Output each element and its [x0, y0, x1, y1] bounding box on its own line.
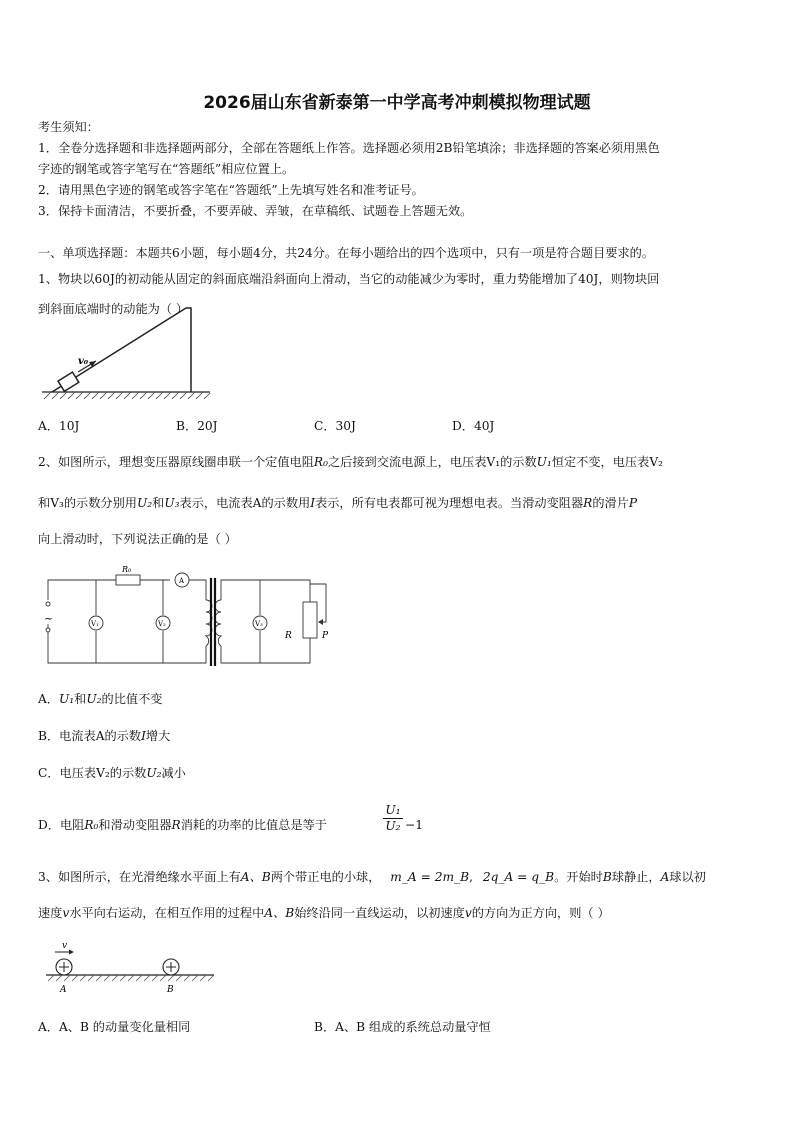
option-a: A．U₁和U₂的比值不变 — [38, 692, 163, 706]
v3-label: V₃ — [255, 620, 263, 628]
ball-a-label: A — [60, 985, 67, 995]
ac-source-symbol: ~ — [44, 612, 54, 625]
question-1-text: 到斜面底端时的动能为（ ） — [38, 302, 189, 316]
notice-heading: 考生须知： — [38, 120, 99, 134]
two-balls-figure — [38, 940, 218, 996]
question-1-text: 1、物块以60J的初动能从固定的斜面底端沿斜面向上滑动，当它的动能减少为零时，重力势能增加了40J，则物块回 — [38, 272, 660, 286]
option-a: A．10J — [38, 419, 80, 433]
v2-label: V₂ — [158, 620, 166, 628]
ball-b-label: B — [167, 985, 174, 995]
option-b: B．20J — [176, 419, 218, 433]
notice-item: 字迹的钢笔或答字笔写在“答题纸”相应位置上。 — [38, 162, 295, 176]
option-b: B．电流表A的示数I增大 — [38, 729, 171, 743]
v0-label: v₀ — [78, 356, 89, 367]
v1-label: V₁ — [91, 620, 99, 628]
option-d: D．40J — [452, 419, 495, 433]
notice-item: 1．全卷分选择题和非选择题两部分，全部在答题纸上作答。选择题必须用2B铅笔填涂；非选择题的答案必须用黑色 — [38, 141, 660, 155]
incline-figure — [38, 300, 218, 410]
notice-item: 2．请用黑色字迹的钢笔或答字笔在“答题纸”上先填写姓名和准考证号。 — [38, 183, 424, 197]
page-title: 2026届山东省新泰第一中学高考冲刺模拟物理试题 — [203, 93, 591, 113]
question-2-text: 向上滑动时，下列说法正确的是（ ） — [38, 532, 237, 546]
r-label: R — [285, 631, 292, 641]
fraction: U₁ U₂ — [383, 803, 403, 834]
section-heading: 一、单项选择题：本题共6小题，每小题4分，共24分。在每小题给出的四个选项中，只有一项是符合题目要求的。 — [38, 246, 655, 260]
minus-one: −1 — [405, 818, 423, 832]
question-3-text: 3、如图所示，在光滑绝缘水平面上有A、B两个带正电的小球， m_A = 2m_B, 2q_A = q_B。开始时B球静止，A球以初 — [38, 870, 706, 884]
option-c: C．电压表V₂的示数U₂减小 — [38, 766, 186, 780]
question-2-text: 和V₃的示数分别用U₂和U₃表示，电流表A的示数用I表示，所有电表都可视为理想电表。当滑动变阻器R的滑片P — [38, 496, 638, 510]
p-label: P — [322, 631, 329, 641]
option-b: B．A、B 组成的系统总动量守恒 — [314, 1020, 491, 1034]
velocity-label: v — [62, 941, 68, 951]
question-2-text: 2、如图所示，理想变压器原线圈串联一个定值电阻R₀之后接到交流电源上，电压表V₁的示数U₁恒定不变，电压表V₂ — [38, 455, 663, 469]
ammeter-label: A — [179, 577, 185, 585]
option-a: A．A、B 的动量变化量相同 — [38, 1020, 191, 1034]
option-d: D．电阻R₀和滑动变阻器R消耗的功率的比值总是等于 — [38, 818, 327, 832]
transformer-circuit — [38, 560, 338, 672]
question-3-text: 速度v水平向右运动，在相互作用的过程中A、B始终沿同一直线运动，以初速度v的方向为正方向，则（ ） — [38, 906, 610, 920]
r0-label: R₀ — [122, 565, 132, 574]
notice-item: 3．保持卡面清洁，不要折叠，不要弄破、弄皱，在草稿纸、试题卷上答题无效。 — [38, 204, 473, 218]
option-c: C．30J — [314, 419, 356, 433]
